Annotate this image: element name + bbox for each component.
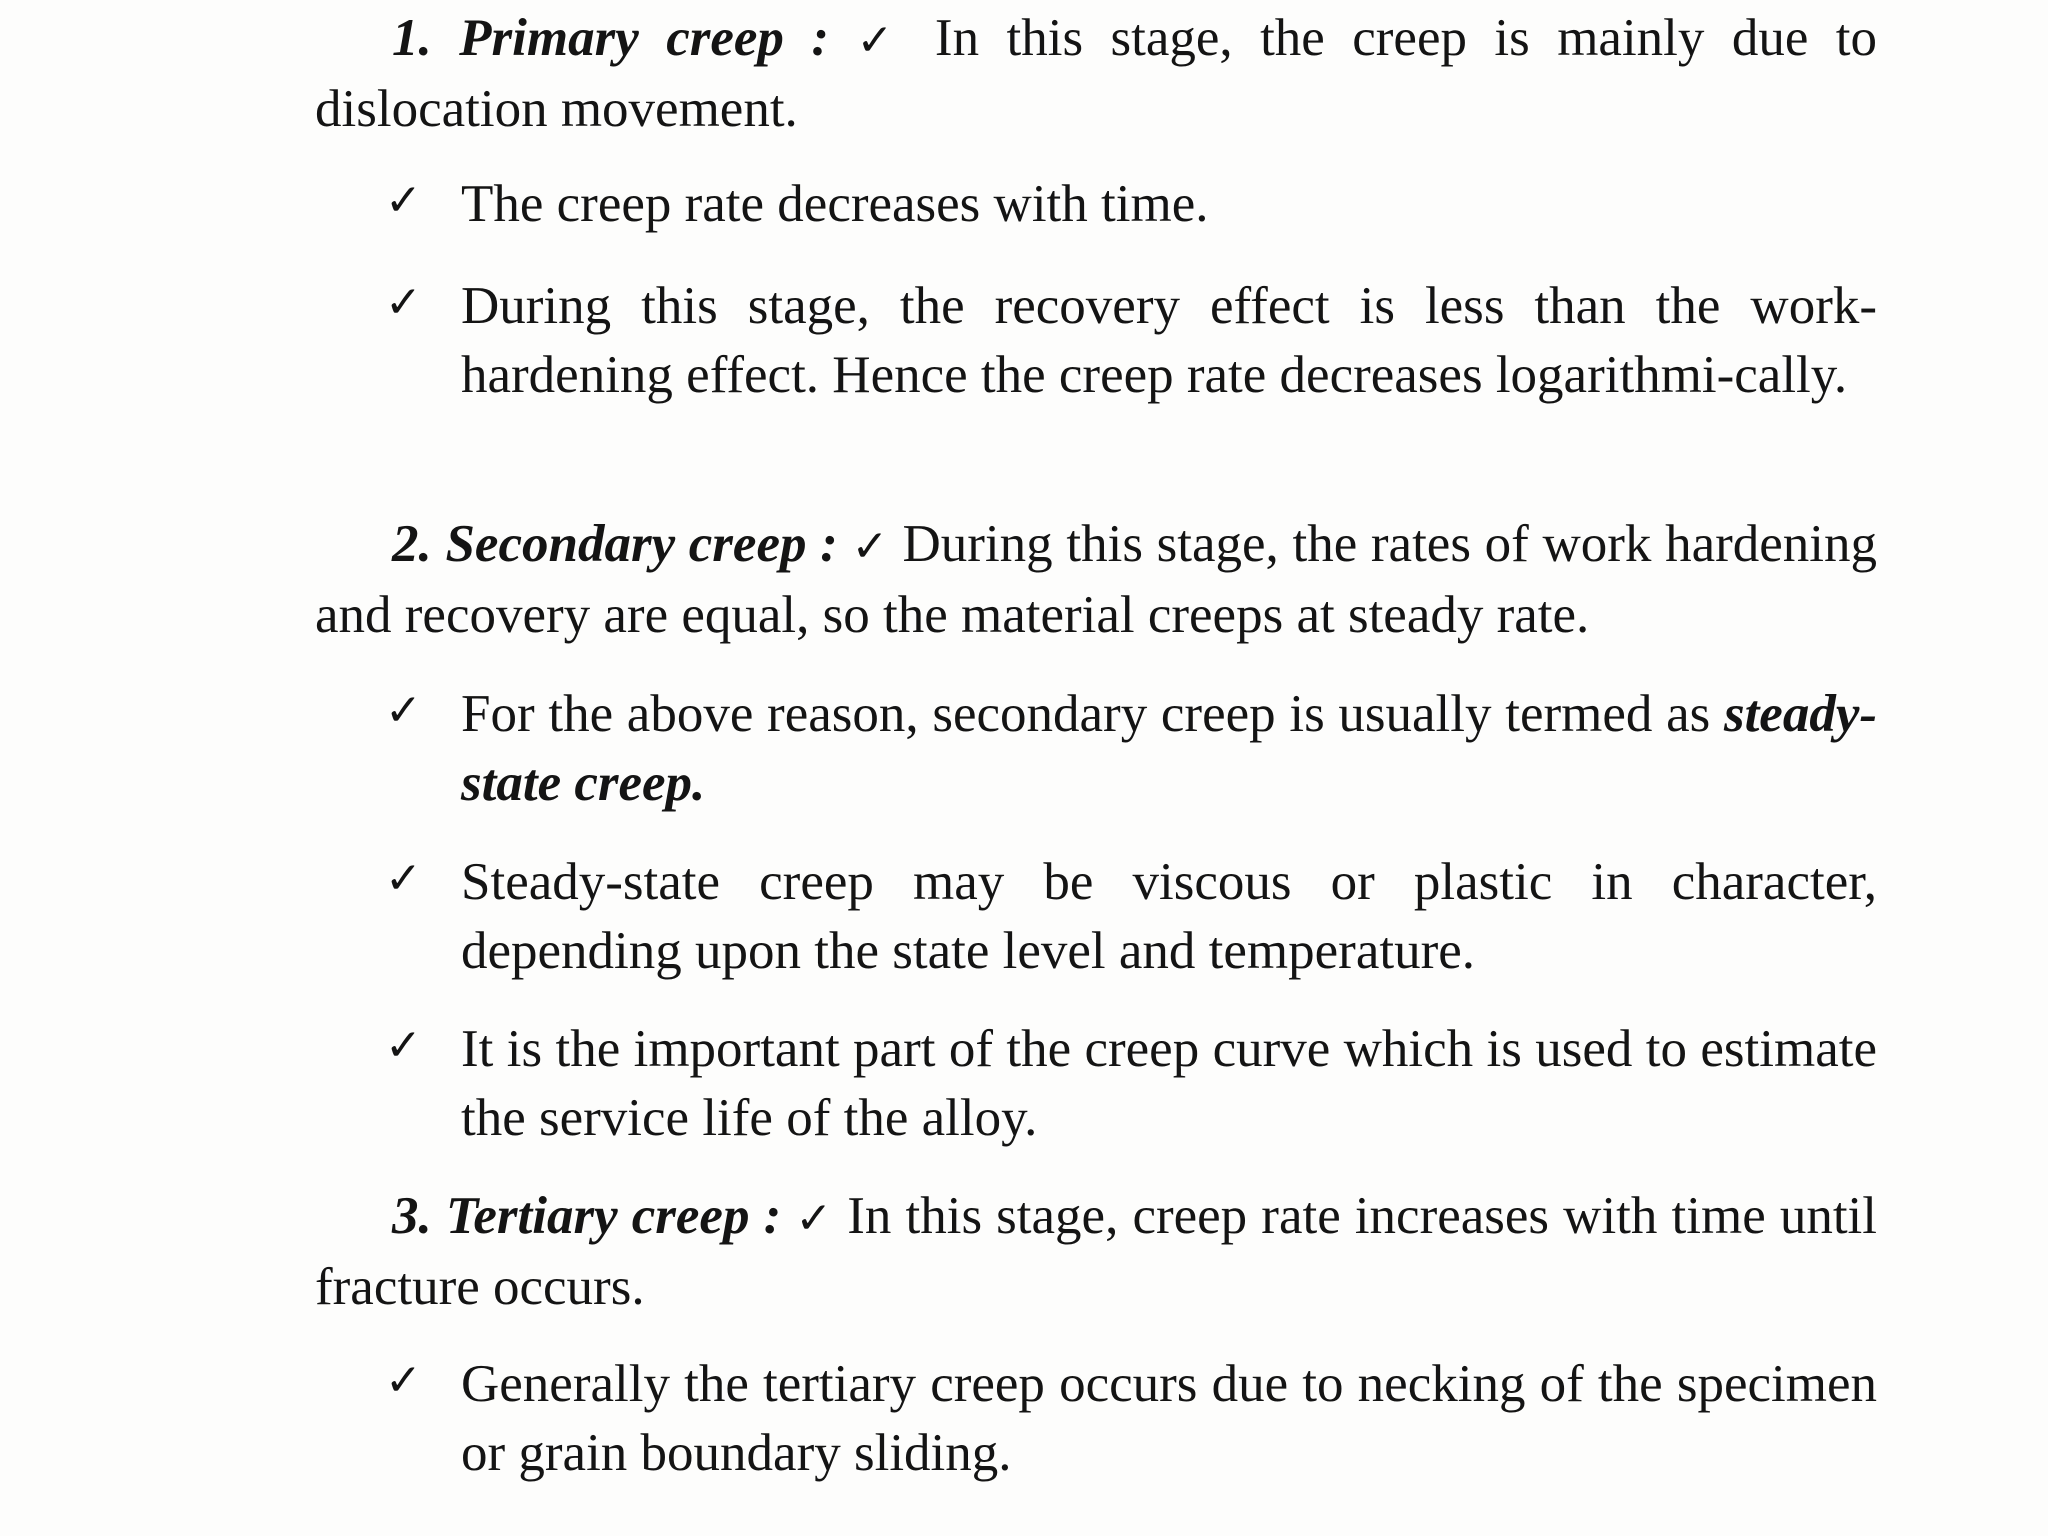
checkmark-icon: ✓ — [851, 521, 889, 572]
bullet-text — [461, 680, 1877, 818]
bullet-item — [385, 170, 1877, 239]
section-intro-text: In this stage, creep rate increases with time until fracture occurs. — [315, 1187, 1878, 1316]
checkmark-icon: ✓ — [385, 685, 422, 736]
section-paragraph — [315, 510, 1877, 650]
checkmark-icon: ✓ — [385, 277, 422, 328]
emphasis-term: steady-state creep. — [461, 685, 1878, 812]
checkmark-icon: ✓ — [385, 175, 422, 226]
bullet-item — [385, 1015, 1877, 1153]
section-intro-text: In this stage, the creep is mainly due to dislocation movement. — [315, 9, 1878, 138]
bullet-text: It is the important part of the creep curve which is used to estimate the service life of the alloy. — [461, 1020, 1877, 1147]
bullet-text: The creep rate decreases with time. — [461, 175, 1209, 233]
bullet-item — [385, 1350, 1877, 1488]
checkmark-icon: ✓ — [856, 15, 908, 66]
section-secondary-creep — [315, 510, 1877, 650]
section-label: 3. Tertiary creep : — [392, 1187, 782, 1245]
checkmark-icon: ✓ — [385, 853, 422, 904]
section-label: 2. Secondary creep : — [392, 515, 838, 573]
section-paragraph — [315, 4, 1877, 144]
bullet-text: During this stage, the recovery effect is less than the work-hardening effect. Hence the creep rate decreases logarithmi-cally. — [461, 277, 1877, 404]
checkmark-icon: ✓ — [385, 1020, 422, 1071]
section-tertiary-creep — [315, 1182, 1877, 1322]
section-label: 1. Primary creep : — [392, 9, 829, 67]
bullet-item — [385, 272, 1877, 410]
bullet-text-plain: For the above reason, secondary creep is usually termed as — [461, 685, 1711, 743]
checkmark-icon: ✓ — [385, 1355, 422, 1406]
bullet-text: Steady-state creep may be viscous or plastic in character, depending upon the state level and temperature. — [461, 853, 1877, 980]
bullet-text: Generally the tertiary creep occurs due to necking of the specimen or grain boundary sliding. — [461, 1355, 1877, 1482]
checkmark-icon: ✓ — [795, 1193, 834, 1244]
section-primary-creep — [315, 4, 1877, 144]
bullet-item — [385, 848, 1877, 986]
bullet-item — [385, 680, 1877, 818]
section-intro-text: During this stage, the rates of work hardening and recovery are equal, so the material creeps at steady rate. — [315, 515, 1878, 644]
section-paragraph — [315, 1182, 1877, 1322]
